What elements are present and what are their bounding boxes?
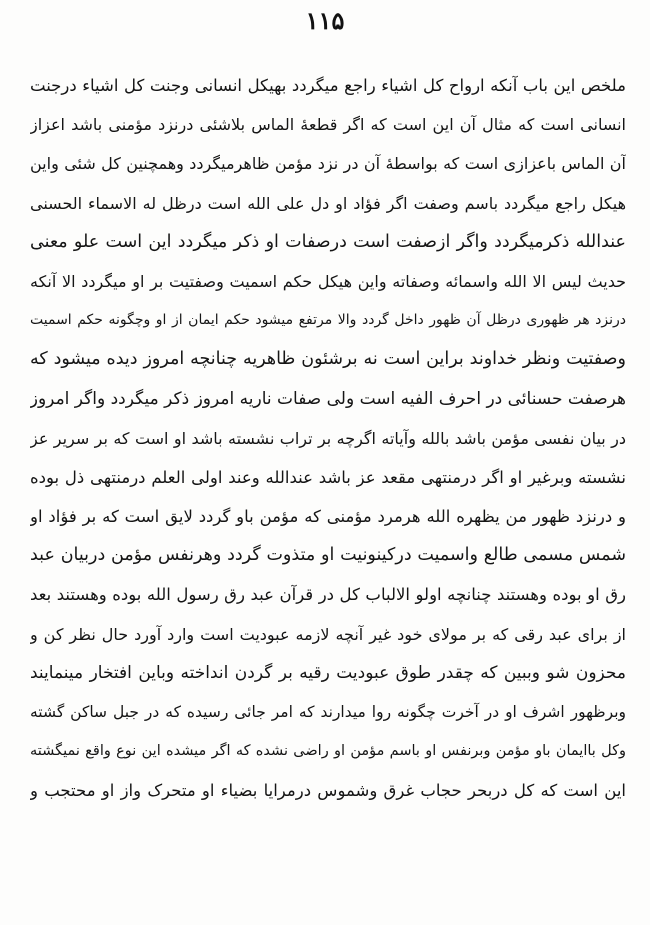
- text-line-10: در بیان نفسی مؤمن باشد بالله وآیاته اگرچه بر تراب نشسته باشد او است که بر سریر عز: [30, 428, 626, 448]
- text-line-16: محزون شو وببین که چقدر طوق عبودیت رقیه بر گردن انداخته وباین افتخار مینمایند: [30, 662, 626, 683]
- body-text: [30, 66, 626, 811]
- text-line-1: ملخص این باب آنکه ارواح کل اشیاء راجع میگردد بهیکل انسانی وجنت کل اشیاء درجنت: [30, 76, 626, 95]
- text-line-6: حدیث لیس الا الله واسمائه وصفاته واین هیکل حکم اسمیت وصفتیت بر او میگردد الا آنکه: [30, 271, 626, 291]
- text-line-4: هیکل راجع میگردد باسم وصفت اگر فؤاد او دل علی الله است درظل له الاسماء الحسنی: [30, 193, 626, 213]
- text-line-15: از برای عبد رقی که بر مولای خود غیر آنچه لازمه عبودیت است وارد آورد حال نظر کن و: [30, 624, 626, 644]
- text-line-5: عندالله ذکرمیگردد واگر ازصفت است درصفات او ذکر میگردد این است علو معنی: [30, 231, 626, 252]
- text-line-13: شمس مسمی طالع واسمیت درکینونیت او متذوت گردد وهرنفس مؤمن دربیان عبد: [30, 545, 626, 566]
- page-number: ۱۱۵: [305, 6, 345, 35]
- text-line-7: درنزد هر ظهوری درظل آن ظهور داخل گردد والا مرتفع میشود حکم ایمان از او وچگونه حکم اسمیت: [30, 312, 626, 329]
- text-line-9: هرصفت حسنائی در احرف الفیه است ولی صفات ناریه امروز ذکر میگردد واگر امروز: [30, 388, 626, 409]
- text-line-14: رق او بوده وهستند چنانچه اولو الالباب کل در قرآن عبد رق رسول الله بوده وهستند بعد: [30, 585, 626, 605]
- text-line-11: نشسته وبرغیر او اگر درمنتهی مقعد عز باشد عندالله وعند اولی العلم درمنتهی ذل بوده: [30, 467, 626, 487]
- text-line-17: وبرظهور اشرف او در آخرت چگونه روا میدارند که امر جائی رسیده که در جبل ساکن گشته: [30, 703, 626, 721]
- text-line-2: انسانی است که مثال آن این است که اگر قطعهٔ الماس بلاشئی درنزد مؤمنی باشد اعزاز: [30, 115, 626, 135]
- text-line-18: وکل باایمان باو مؤمن وبرنفس او باسم مؤمن او راضی نشده که اگر میشده این نوع واقع نمیگشته: [30, 743, 626, 760]
- text-line-3: آن الماس باعزازی است که بواسطهٔ آن در نزد مؤمن ظاهرمیگردد وهمچنین کل شئی واین: [30, 154, 626, 174]
- text-line-12: و درنزد ظهور من یظهره الله هرمرد مؤمنی که مؤمن باو گردد لایق است که بر فؤاد او: [30, 507, 626, 527]
- text-line-19: این است که کل دربحر حجاب غرق وشموس درمرایا بضیاء او متحرک واز او محتجب و: [30, 781, 626, 801]
- text-line-8: وصفتیت ونظر خداوند براین است نه برشئون ظاهریه چنانچه امروز دیده میشود که: [30, 349, 626, 370]
